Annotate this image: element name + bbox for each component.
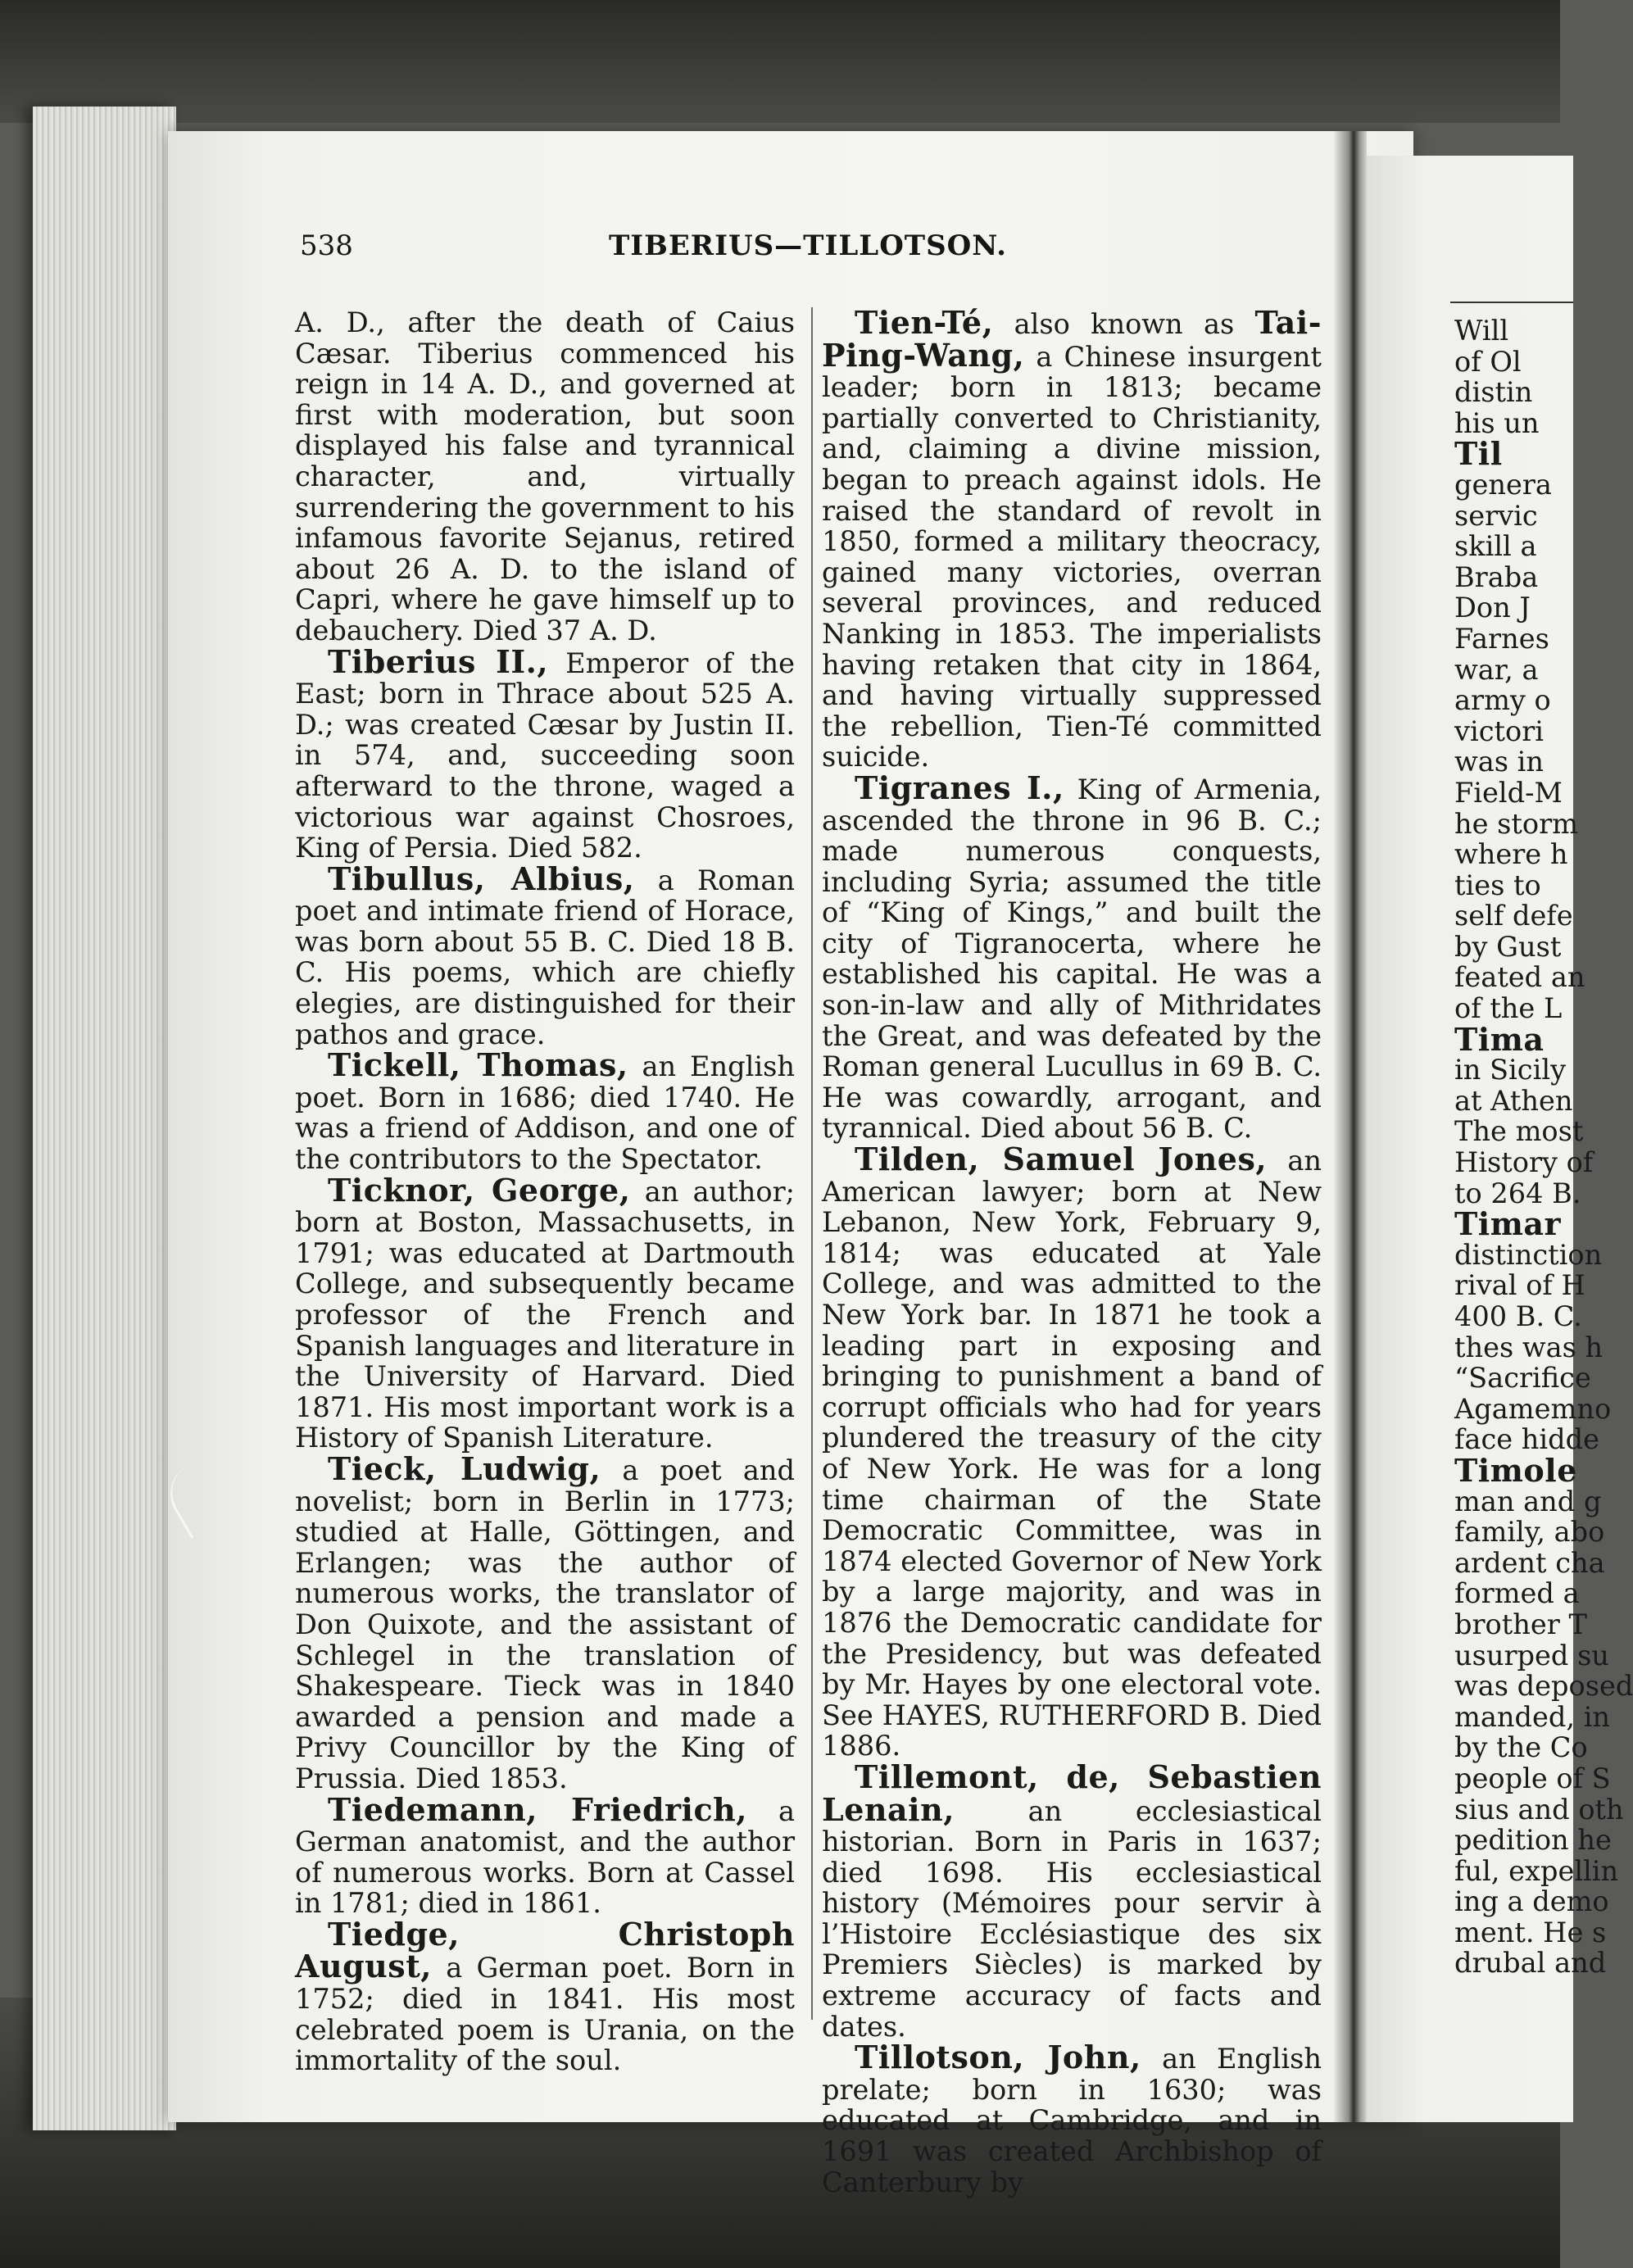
facing-page-rule: [1450, 302, 1573, 303]
facing-page-line: of Ol: [1454, 345, 1522, 378]
facing-page-line: skill a: [1454, 530, 1537, 563]
facing-page-line: Field-M: [1454, 776, 1563, 809]
facing-page-line: formed a: [1454, 1577, 1580, 1610]
facing-page-line: distinction: [1454, 1238, 1603, 1271]
entry-text: a poet and novelist; born in Berlin in 1773; studied at Halle, Göttingen, and Erlangen; was the author of numerous works, the translator of Don Quixote, and the assistant of Schlegel in the translation of Shakespeare. Tieck was in 1840 awarded a pension and made a Privy Councillor by the King of Prussia. Died 1853.: [295, 1454, 795, 1794]
facing-page-line: Will: [1454, 315, 1509, 347]
entry-text: an English poet. Born in 1686; died 1740. He was a friend of Addison, and one of the contributors to the Spectator.: [295, 1050, 795, 1176]
facing-page-line: victori: [1454, 714, 1545, 747]
entry-headword: Tigranes I.,: [855, 769, 1064, 806]
facing-page-line: of the L: [1454, 992, 1563, 1025]
facing-page-line: ardent cha: [1454, 1546, 1605, 1579]
entry-headword: Tiedemann, Friedrich,: [328, 1790, 747, 1828]
dictionary-entry: [295, 1449, 795, 1794]
entry-text: King of Armenia, ascended the throne in 96 B. C.; made numerous conquests, including Syria; assumed the title of “King of Kings,” and built the city of Tigranocerta, where he established his capital. He was a son-in-law and ally of Mithridates the Great, and was defeated by the Roman general Lucullus in 69 B. C. He was cowardly, arrogant, and tyrannical. Died about 56 B. C.: [822, 773, 1322, 1145]
facing-page-line: ful, expellin: [1454, 1854, 1619, 1887]
facing-page-line: by the Co: [1454, 1731, 1588, 1764]
facing-page-line: he storm: [1454, 807, 1579, 840]
entry-headword: Ticknor, George,: [328, 1171, 631, 1209]
facing-page-line: Farnes: [1454, 622, 1549, 655]
facing-page-line: Tima: [1454, 1020, 1545, 1058]
dictionary-entry: [295, 1171, 796, 1454]
entry-headword: Tien-Té,: [855, 304, 994, 341]
facing-page-line: Don J: [1454, 592, 1531, 624]
facing-page-line: servic: [1454, 499, 1538, 532]
facing-page-line: History of: [1454, 1146, 1594, 1179]
page-number: 538: [300, 229, 353, 262]
entry-text: an American lawyer; born at New Lebanon, New York, February 9, 1814; was educated at Yale College, and was admitted to the New York bar. In 1871 he took a leading part in exposing and bringing to punishment a band of corrupt officials who had for years plundered the treasury of the city of New York. He was for a long time chairman of the State Democratic Committee, was in 1874 elected Governor of New York by a large majority, and was in 1876 the Democratic candidate for the Presidency, but was defeated by Mr. Hayes by one electoral vote. See HAYES, RUTHERFORD B. Died 1886.: [822, 1145, 1322, 1762]
facing-page-line: Timar: [1454, 1205, 1562, 1243]
entry-headword: Tillemont, de, Sebastien Lenain,: [822, 1758, 1322, 1828]
facing-page-line: his un: [1454, 406, 1540, 439]
facing-page-line: ing a demo: [1454, 1885, 1609, 1918]
right-text-column: [822, 304, 1322, 2198]
facing-page-line: The most: [1454, 1115, 1584, 1148]
entry-text: a Roman poet and intimate friend of Horace, was born about 55 B. C. Died 18 B. C. His poems, which are chiefly elegies, are distinguished for their pathos and grace.: [295, 864, 795, 1050]
entry-text: A. D., after the death of Caius Cæsar. Tiberius commenced his reign in 14 A. D., and governed at first with moderation, but soon displayed his false and tyrannical character, and, virtually surrendering the government to his infamous favorite Sejanus, retired about 26 A. D. to the island of Capri, where he gave himself up to debauchery. Died 37 A. D.: [295, 306, 795, 646]
facing-page-line: at Athen: [1454, 1084, 1573, 1117]
facing-page-line: was in: [1454, 746, 1545, 778]
running-head: TIBERIUS—TILLOTSON.: [608, 229, 1008, 262]
facing-page-line: man and g: [1454, 1485, 1602, 1517]
entry-headword: Tilden, Samuel Jones,: [855, 1141, 1268, 1178]
facing-page-line: usurped su: [1454, 1639, 1609, 1672]
dictionary-entry: [295, 1046, 795, 1176]
dictionary-entry: [295, 307, 795, 646]
facing-page-line: war, a: [1454, 653, 1539, 686]
entry-text: also known as: [993, 308, 1255, 340]
dictionary-entry: [822, 1758, 1322, 2043]
entry-headword: Tibullus, Albius,: [328, 860, 635, 897]
entry-text: an ecclesiastical historian. Born in Paris in 1637; died 1698. His ecclesiastical history (Mémoires pour servir à l’Histoire Ecclésiastique des six Premiers Siècles) is marked by extreme accuracy of facts and dates.: [822, 1794, 1322, 2043]
facing-page-line: Timole: [1454, 1451, 1577, 1489]
facing-page-line: in Sicily: [1454, 1054, 1567, 1086]
entry-text: a German poet. Born in 1752; died in 1841. His most celebrated poem is Urania, on the immortality of the soul.: [295, 1952, 795, 2077]
entry-text: an English prelate; born in 1630; was educated at Cambridge, and in 1691 was created Archbishop of Canterbury by: [822, 2043, 1322, 2198]
book-gutter: [1334, 131, 1367, 2122]
entry-headword: Tiberius II.,: [328, 642, 549, 680]
entry-text: Emperor of the East; born in Thrace about 525 A. D.; was created Cæsar by Justin II. in 574, and, succeeding soon afterward to the throne, waged a victorious war against Chosroes, King of Persia. Died 582.: [295, 646, 795, 864]
facing-page-line: genera: [1454, 468, 1552, 501]
facing-page-line: manded, in: [1454, 1700, 1611, 1733]
facing-page-line: to 264 B.: [1454, 1177, 1581, 1209]
entry-text: a Chinese insurgent leader; born in 1813; became partially converted to Christianity, and, claiming a divine mission, began to preach against idols. He raised the standard of revolt in 1850, formed a military theocracy, gained many victories, overran several provinces, and reduced Nanking in 1853. The imperialists having retaken that city in 1864, and having virtually suppressed the rebellion, Tien-Té committed suicide.: [822, 340, 1322, 773]
photo-background-top: [0, 0, 1560, 123]
dictionary-entry: [822, 1141, 1322, 1762]
dictionary-entry: [295, 1915, 795, 2077]
dictionary-entry: [822, 2039, 1322, 2198]
entry-headword: Tillotson, John,: [855, 2039, 1141, 2076]
facing-page-line: sius and oth: [1454, 1793, 1624, 1826]
entry-headword: Tickell, Thomas,: [328, 1046, 628, 1084]
column-divider: [811, 307, 813, 2020]
facing-page-line: “Sacrifice: [1454, 1362, 1591, 1395]
facing-page-line: drubal and: [1454, 1947, 1607, 1980]
facing-page-line: Til: [1454, 435, 1503, 473]
entry-headword: Tieck, Ludwig,: [328, 1449, 601, 1487]
facing-page-line: where h: [1454, 838, 1568, 871]
book-page-stack: [33, 107, 176, 2130]
facing-page-line: self defe: [1454, 900, 1573, 932]
dictionary-entry: [822, 769, 1322, 1145]
facing-page-line: family, abo: [1454, 1516, 1605, 1549]
facing-page-line: thes was h: [1454, 1331, 1604, 1363]
dictionary-entry: [295, 860, 795, 1050]
entry-text: an author; born at Boston, Massachusetts, in 1791; was educated at Dartmouth College, and subsequently became professor of the French and Spanish languages and literature in the University of Harvard. Died 1871. His most important work is a History of Spanish Literature.: [295, 1175, 796, 1454]
facing-page-line: face hidde: [1454, 1423, 1600, 1456]
facing-page-line: distin: [1454, 376, 1533, 409]
entry-text: a German anatomist, and the author of numerous works. Born at Cassel in 1781; died in 1861.: [295, 1794, 795, 1920]
facing-page-line: brother T: [1454, 1608, 1587, 1640]
facing-page-line: rival of H: [1454, 1269, 1585, 1302]
facing-page-text: [1454, 315, 1633, 1979]
facing-page-line: 400 B. C.: [1454, 1300, 1582, 1332]
facing-page-line: ties to: [1454, 869, 1541, 901]
facing-page-line: was deposed: [1454, 1670, 1633, 1703]
facing-page-line: Braba: [1454, 560, 1539, 593]
facing-page-line: people of S: [1454, 1762, 1611, 1794]
facing-page-line: ment. He s: [1454, 1916, 1607, 1948]
facing-page-line: by Gust: [1454, 930, 1562, 963]
facing-page-line: Agamemno: [1454, 1392, 1612, 1425]
facing-page-line: army o: [1454, 684, 1551, 717]
left-text-column: [295, 307, 795, 2076]
dictionary-entry: [295, 642, 795, 864]
dictionary-entry: [822, 304, 1322, 773]
dictionary-entry: [295, 1790, 795, 1920]
facing-page-line: pedition he: [1454, 1824, 1612, 1857]
facing-page-line: feated an: [1454, 961, 1585, 994]
entry-headword: Tai-Ping-Wang,: [822, 304, 1322, 374]
entry-headword: Tiedge, Christoph August,: [295, 1915, 795, 1985]
page-header: [300, 229, 1316, 279]
